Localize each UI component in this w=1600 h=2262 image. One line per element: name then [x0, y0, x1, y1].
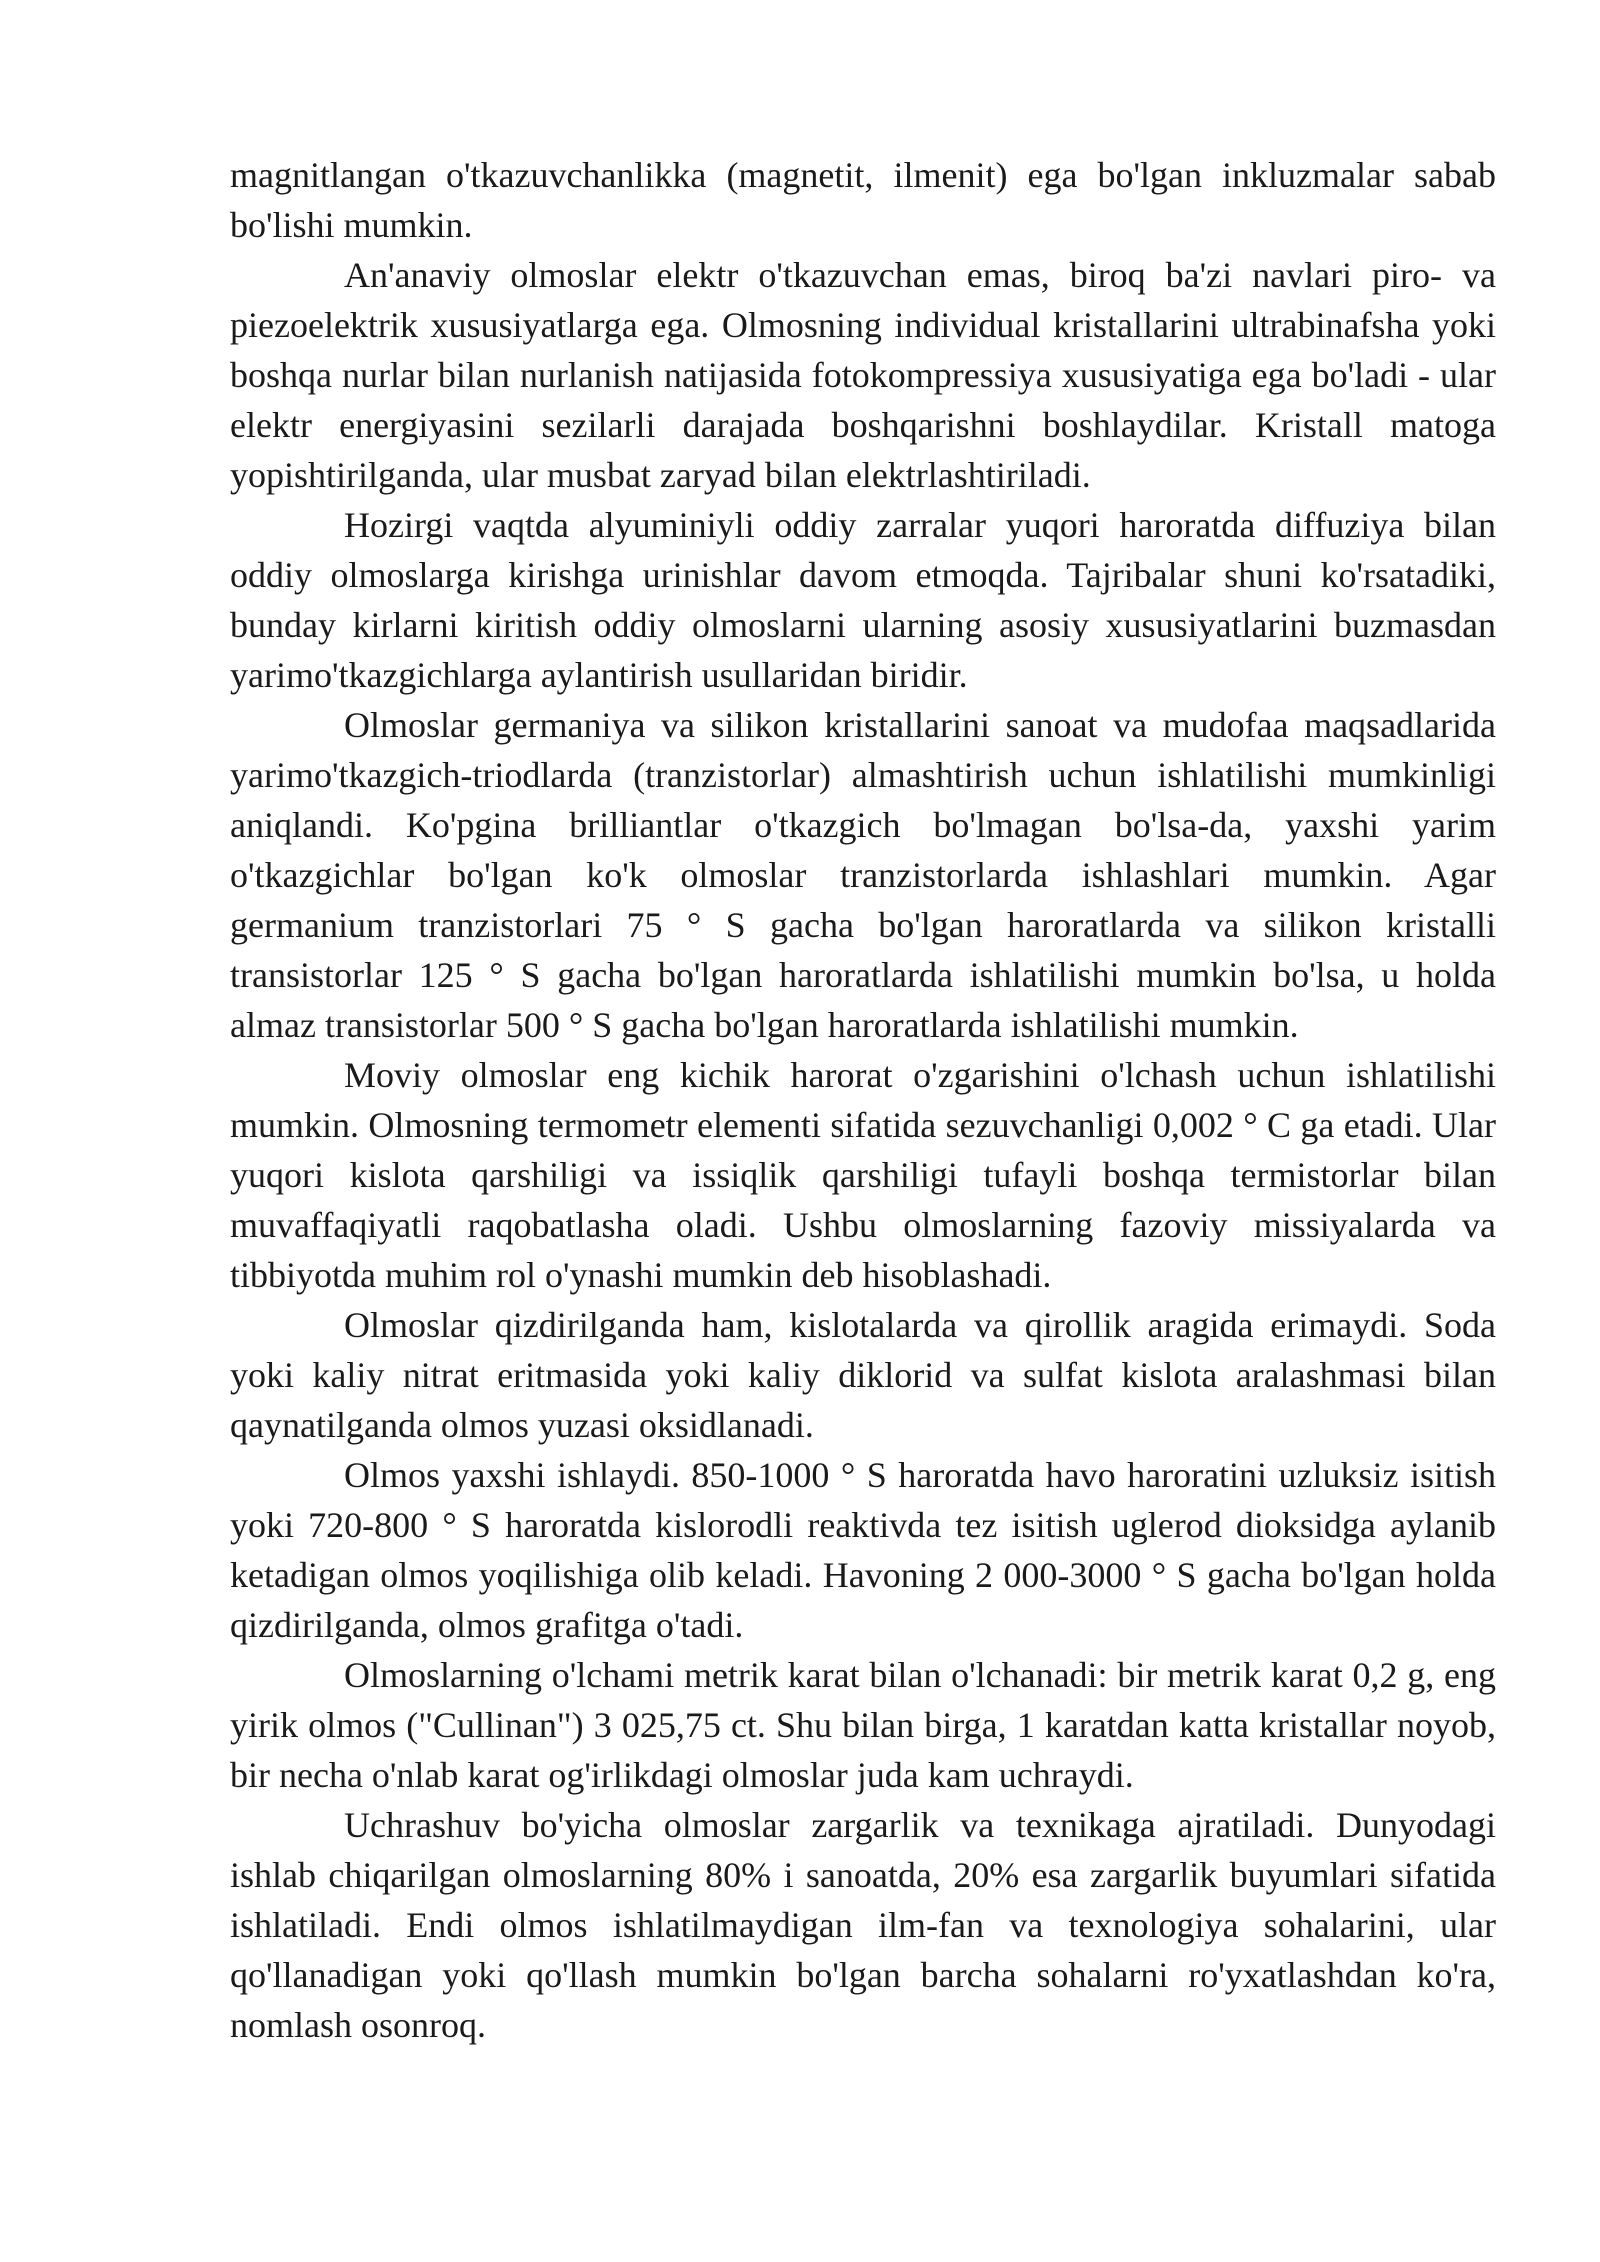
document-page	[230, 150, 1496, 2050]
paragraph: Moviy olmoslar eng kichik harorat o'zgarishini o'lchash uchun ishlatilishi mumkin. Olmosning termometr elementi sifatida sezuvchanligi 0,002 ° C ga etadi. Ular yuqori kislota qarshiligi va issiqlik qarshiligi tufayli boshqa termistorlar bilan muvaffaqiyatli raqobatlasha oladi. Ushbu olmoslarning fazoviy missiyalarda va tibbiyotda muhim rol o'ynashi mumkin deb hisoblashadi.	[230, 1055, 1496, 1295]
paragraph: Olmos yaxshi ishlaydi. 850-1000 ° S haroratda havo haroratini uzluksiz isitish yoki 720-800 ° S haroratda kislorodli reaktivda tez isitish uglerod dioksidga aylanib ketadigan olmos yoqilishiga olib keladi. Havoning 2 000-3000 ° S gacha bo'lgan holda qizdirilganda, olmos grafitga o'tadi.	[230, 1455, 1496, 1645]
paragraph: An'anaviy olmoslar elektr o'tkazuvchan emas, biroq ba'zi navlari piro- va piezoelektrik xususiyatlarga ega. Olmosning individual kristallarini ultrabinafsha yoki boshqa nurlar bilan nurlanish natijasida fotokompressiya xususiyatiga ega bo'ladi - ular elektr energiyasini sezilarli darajada boshqarishni boshlaydilar. Kristall matoga yopishtirilganda, ular musbat zaryad bilan elektrlashtiriladi.	[230, 255, 1496, 495]
paragraph-continuation: magnitlangan o'tkazuvchanlikka (magnetit, ilmenit) ega bo'lgan inkluzmalar sabab bo'lishi mumkin.	[230, 155, 1496, 245]
paragraph: Olmoslar qizdirilganda ham, kislotalarda va qirollik aragida erimaydi. Soda yoki kaliy nitrat eritmasida yoki kaliy diklorid va sulfat kislota aralashmasi bilan qaynatilganda olmos yuzasi oksidlanadi.	[230, 1305, 1496, 1445]
paragraph: Uchrashuv bo'yicha olmoslar zargarlik va texnikaga ajratiladi. Dunyodagi ishlab chiqarilgan olmoslarning 80% i sanoatda, 20% esa zargarlik buyumlari sifatida ishlatiladi. Endi olmos ishlatilmaydigan ilm-fan va texnologiya sohalarini, ular qo'llanadigan yoki qo'llash mumkin bo'lgan barcha sohalarni ro'yxatlashdan ko'ra, nomlash osonroq.	[230, 1805, 1496, 2045]
paragraph: Olmoslarning o'lchami metrik karat bilan o'lchanadi: bir metrik karat 0,2 g, eng yirik olmos ("Cullinan") 3 025,75 ct. Shu bilan birga, 1 karatdan katta kristallar noyob, bir necha o'nlab karat og'irlikdagi olmoslar juda kam uchraydi.	[230, 1655, 1496, 1795]
paragraph: Hozirgi vaqtda alyuminiyli oddiy zarralar yuqori haroratda diffuziya bilan oddiy olmoslarga kirishga urinishlar davom etmoqda. Tajribalar shuni ko'rsatadiki, bunday kirlarni kiritish oddiy olmoslarni ularning asosiy xususiyatlarini buzmasdan yarimo'tkazgichlarga aylantirish usullaridan biridir.	[230, 505, 1496, 695]
paragraph: Olmoslar germaniya va silikon kristallarini sanoat va mudofaa maqsadlarida yarimo'tkazgich-triodlarda (tranzistorlar) almashtirish uchun ishlatilishi mumkinligi aniqlandi. Ko'pgina brilliantlar o'tkazgich bo'lmagan bo'lsa-da, yaxshi yarim o'tkazgichlar bo'lgan ko'k olmoslar tranzistorlarda ishlashlari mumkin. Agar germanium tranzistorlari 75 ° S gacha bo'lgan haroratlarda va silikon kristalli transistorlar 125 ° S gacha bo'lgan haroratlarda ishlatilishi mumkin bo'lsa, u holda almaz transistorlar 500 ° S gacha bo'lgan haroratlarda ishlatilishi mumkin.	[230, 705, 1496, 1045]
